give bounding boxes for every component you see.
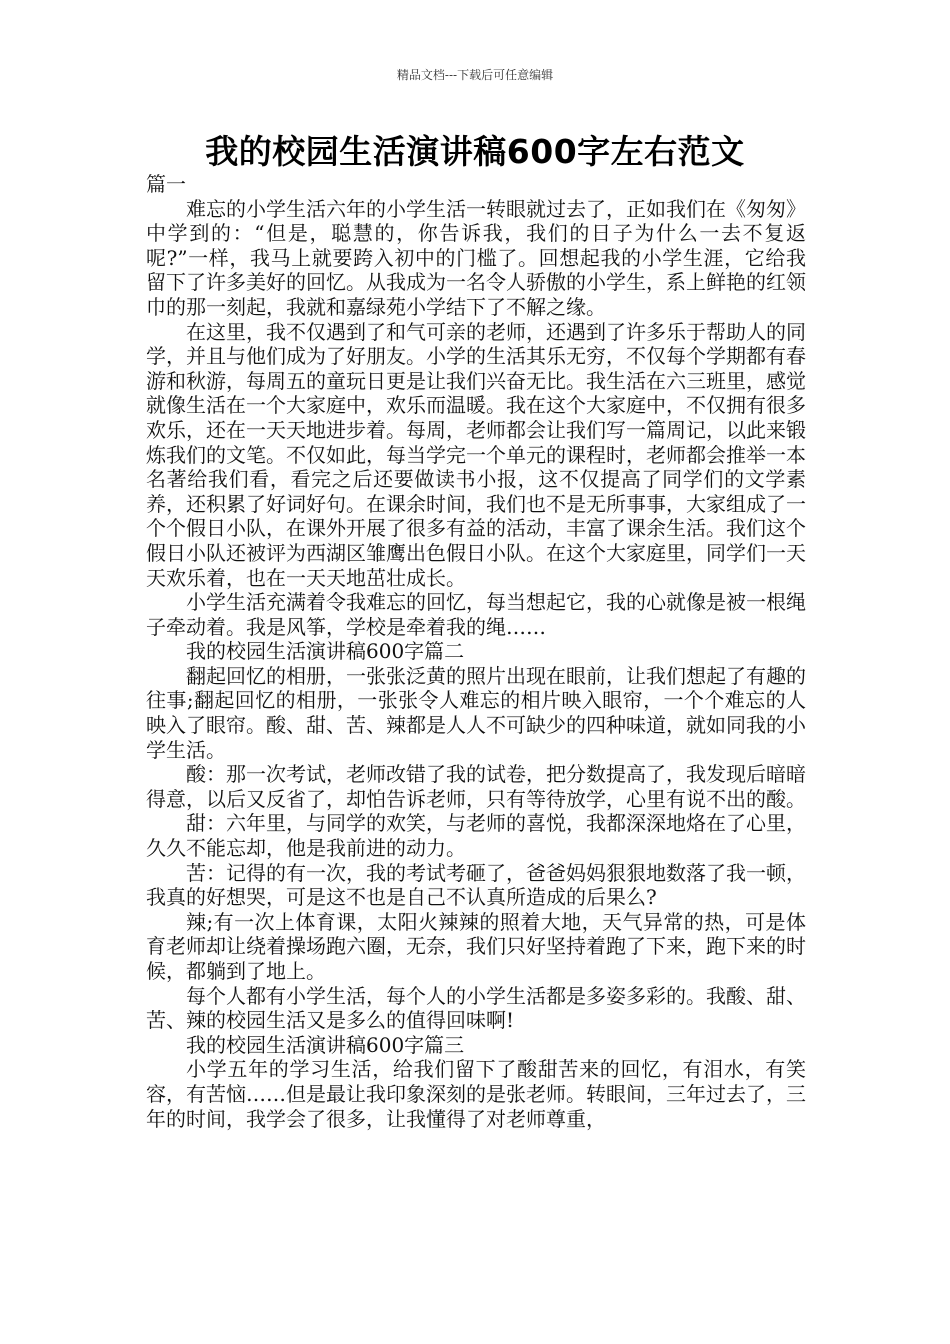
paragraph: 小学生活充满着令我难忘的回忆，每当想起它，我的心就像是被一根绳子牵动着。我是风筝，学校是牵着我的绳……: [146, 590, 806, 639]
section-label: 篇一: [146, 172, 186, 196]
paragraph: 苦：记得的有一次，我的考试考砸了，爸爸妈妈狠狠地数落了我一顿，我真的好想哭，可是这不也是自己不认真所造成的后果么?: [146, 860, 806, 910]
paragraph: 甜：六年里，与同学的欢笑，与老师的喜悦，我都深深地烙在了心里，久久不能忘却，他是我前进的动力。: [146, 811, 806, 861]
paragraph: 难忘的小学生活六年的小学生活一转眼就过去了，正如我们在《匆匆》中学到的：“但是，聪慧的，你告诉我，我们的日子为什么一去不复返呢?”一样，我马上就要跨入初中的门槛了。回想起我的小学生涯，它给我留下了许多美好的回忆。从我成为一名令人骄傲的小学生，系上鲜艳的红领巾的那一刻起，我就和嘉绿苑小学结下了不解之缘。: [146, 196, 806, 319]
paragraph: 翻起回忆的相册，一张张泛黄的照片出现在眼前，让我们想起了有趣的往事;翻起回忆的相册，一张张令人难忘的相片映入眼帘，一个个难忘的人映入了眼帘。酸、甜、苦、辣都是人人不可缺少的四种味道，就如同我的小学生活。: [146, 663, 806, 762]
section-title: 我的校园生活演讲稿600字篇三: [186, 1032, 465, 1057]
document-body: [146, 172, 806, 1131]
paragraph: 酸：那一次考试，老师改错了我的试卷，把分数提高了，我发现后暗暗得意，以后又反省了，却怕告诉老师，只有等待放学，心里有说不出的酸。: [146, 762, 806, 811]
header-note: 精品文档---下载后可任意编辑: [396, 68, 554, 82]
paragraph: 小学五年的学习生活，给我们留下了酸甜苦来的回忆，有泪水，有笑容，有苦恼……但是最让我印象深刻的是张老师。转眼间，三年过去了，三年的时间，我学会了很多，让我懂得了对老师尊重，: [146, 1057, 806, 1131]
section-title: 我的校园生活演讲稿600字篇二: [186, 639, 465, 664]
paragraph: 每个人都有小学生活，每个人的小学生活都是多姿多彩的。我酸、甜、苦、辣的校园生活又是多么的值得回味啊!: [146, 983, 806, 1033]
paragraph: 辣;有一次上体育课，太阳火辣辣的照着大地，天气异常的热，可是体育老师却让绕着操场跑六圈，无奈，我们只好坚持着跑了下来，跑下来的时候，都躺到了地上。: [146, 909, 806, 983]
paragraph: 在这里，我不仅遇到了和气可亲的老师，还遇到了许多乐于帮助人的同学，并且与他们成为了好朋友。小学的生活其乐无穷，不仅每个学期都有春游和秋游，每周五的童玩日更是让我们兴奋无比。我生活在六三班里，感觉就像生活在一个大家庭中，欢乐而温暖。我在这个大家庭中，不仅拥有很多欢乐，还在一天天地进步着。每周，老师都会让我们写一篇周记，以此来锻炼我们的文笔。不仅如此，每当学完一个单元的课程时，老师都会推举一本名著给我们看，看完之后还要做读书小报，这不仅提高了同学们的文学素养，还积累了好词好句。在课余时间，我们也不是无所事事，大家组成了一个个假日小队，在课外开展了很多有益的活动，丰富了课余生活。我们这个假日小队还被评为西湖区雏鹰出色假日小队。在这个大家庭里，同学们一天天欢乐着，也在一天天地茁壮成长。: [146, 319, 806, 590]
document-title: 我的校园生活演讲稿600字左右范文: [205, 132, 745, 171]
